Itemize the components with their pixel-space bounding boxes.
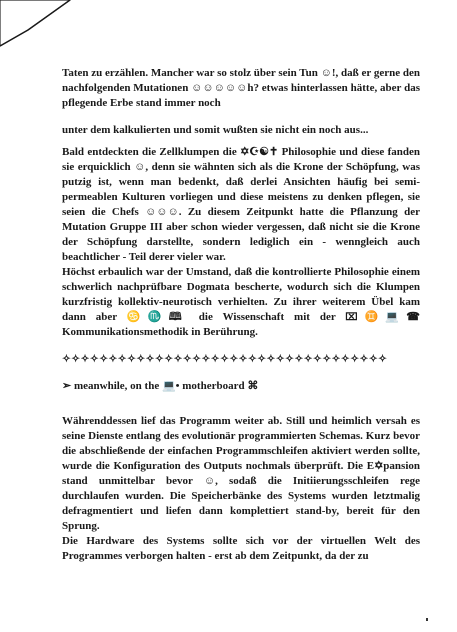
ornament-divider: ✧✧✧✧✧✧✧✧✧✧✧✧✧✧✧✧✧✧✧✧✧✧✧✧✧✧✧✧✧✧✧✧✧✧✧	[62, 354, 388, 365]
paragraph-kalkuliert: unter dem kalkulierten und somit wußten sie nicht ein noch aus...	[62, 124, 369, 136]
paragraph-philosophie: Höchst erbaulich war der Umstand, daß die kontrollierte Philosophie einem schwerlich nachprüfbare Dogmata bescherte, wodurch sich die Klumpen kurzfristig kollektiv-neurotisch verhielten. Zu ihrer weiterem Übel kam dann aber ♋♏🕮 die Wissenschaft mit der ⌧♊💻☎ Kommunikationsmethodik in Berührung.	[62, 266, 420, 338]
document-text	[62, 66, 420, 564]
paragraph-intro: Taten zu erzählen. Mancher war so stolz über sein Tun ☺!, daß er gerne den nachfolgenden Mutationen ☺☺☺☺☺h? etwas hinterlassen hätte, aber das pflegende Erbe stand immer noch	[62, 67, 420, 109]
page-fold-edge	[0, 0, 457, 60]
paragraph-hardware: Die Hardware des Systems sollte sich vor der virtuellen Welt des Programmes verborgen halten - erst ab dem Zeitpunkt, da der zu	[62, 535, 420, 562]
section-heading-meanwhile: ➢ meanwhile, on the 💻• motherboard ⌘	[62, 380, 259, 392]
paragraph-zellklumpen: Bald entdeckten die Zellklumpen die ✡☪☯✝ Philosophie und diese fanden sie erquicklich ☺, denn sie wähnten sich als die Krone der Schöpfung, was putzig ist, wenn man bedenkt, daß derlei Ansichten häufig bei semi-permeablen Kulturen vorliegen und diese meistens zu denken pflegen, sie seien die Chefs ☺☺☺. Zu diesem Zeitpunkt hatte die Pflanzung der Mutation Gruppe III aber schon wieder vergessen, daß nicht sie die Krone der Schöpfung darstellte, sondern lediglich ein - wenngleich auch beachtlicher - Teil derer vieler war.	[62, 146, 420, 263]
paragraph-programm: Währenddessen lief das Programm weiter ab. Still und heimlich versah es seine Dienste entlang des evolutionär programmierten Schemas. Kurz bevor die abschließende der einfachen Programmschleifen aktiviert werden sollte, wurde die Konfiguration des Outputs nochmals überprüft. Die E✡pansion stand unmittelbar bevor ☺, sodaß die Initiierungsschleifen rege durchlaufen wurden. Die Speicherbänke des Systems wurden letztmalig defragmentiert und liefen dann komplettiert stand-by, bereit für den Sprung.	[62, 415, 420, 532]
scan-speck	[426, 618, 428, 621]
